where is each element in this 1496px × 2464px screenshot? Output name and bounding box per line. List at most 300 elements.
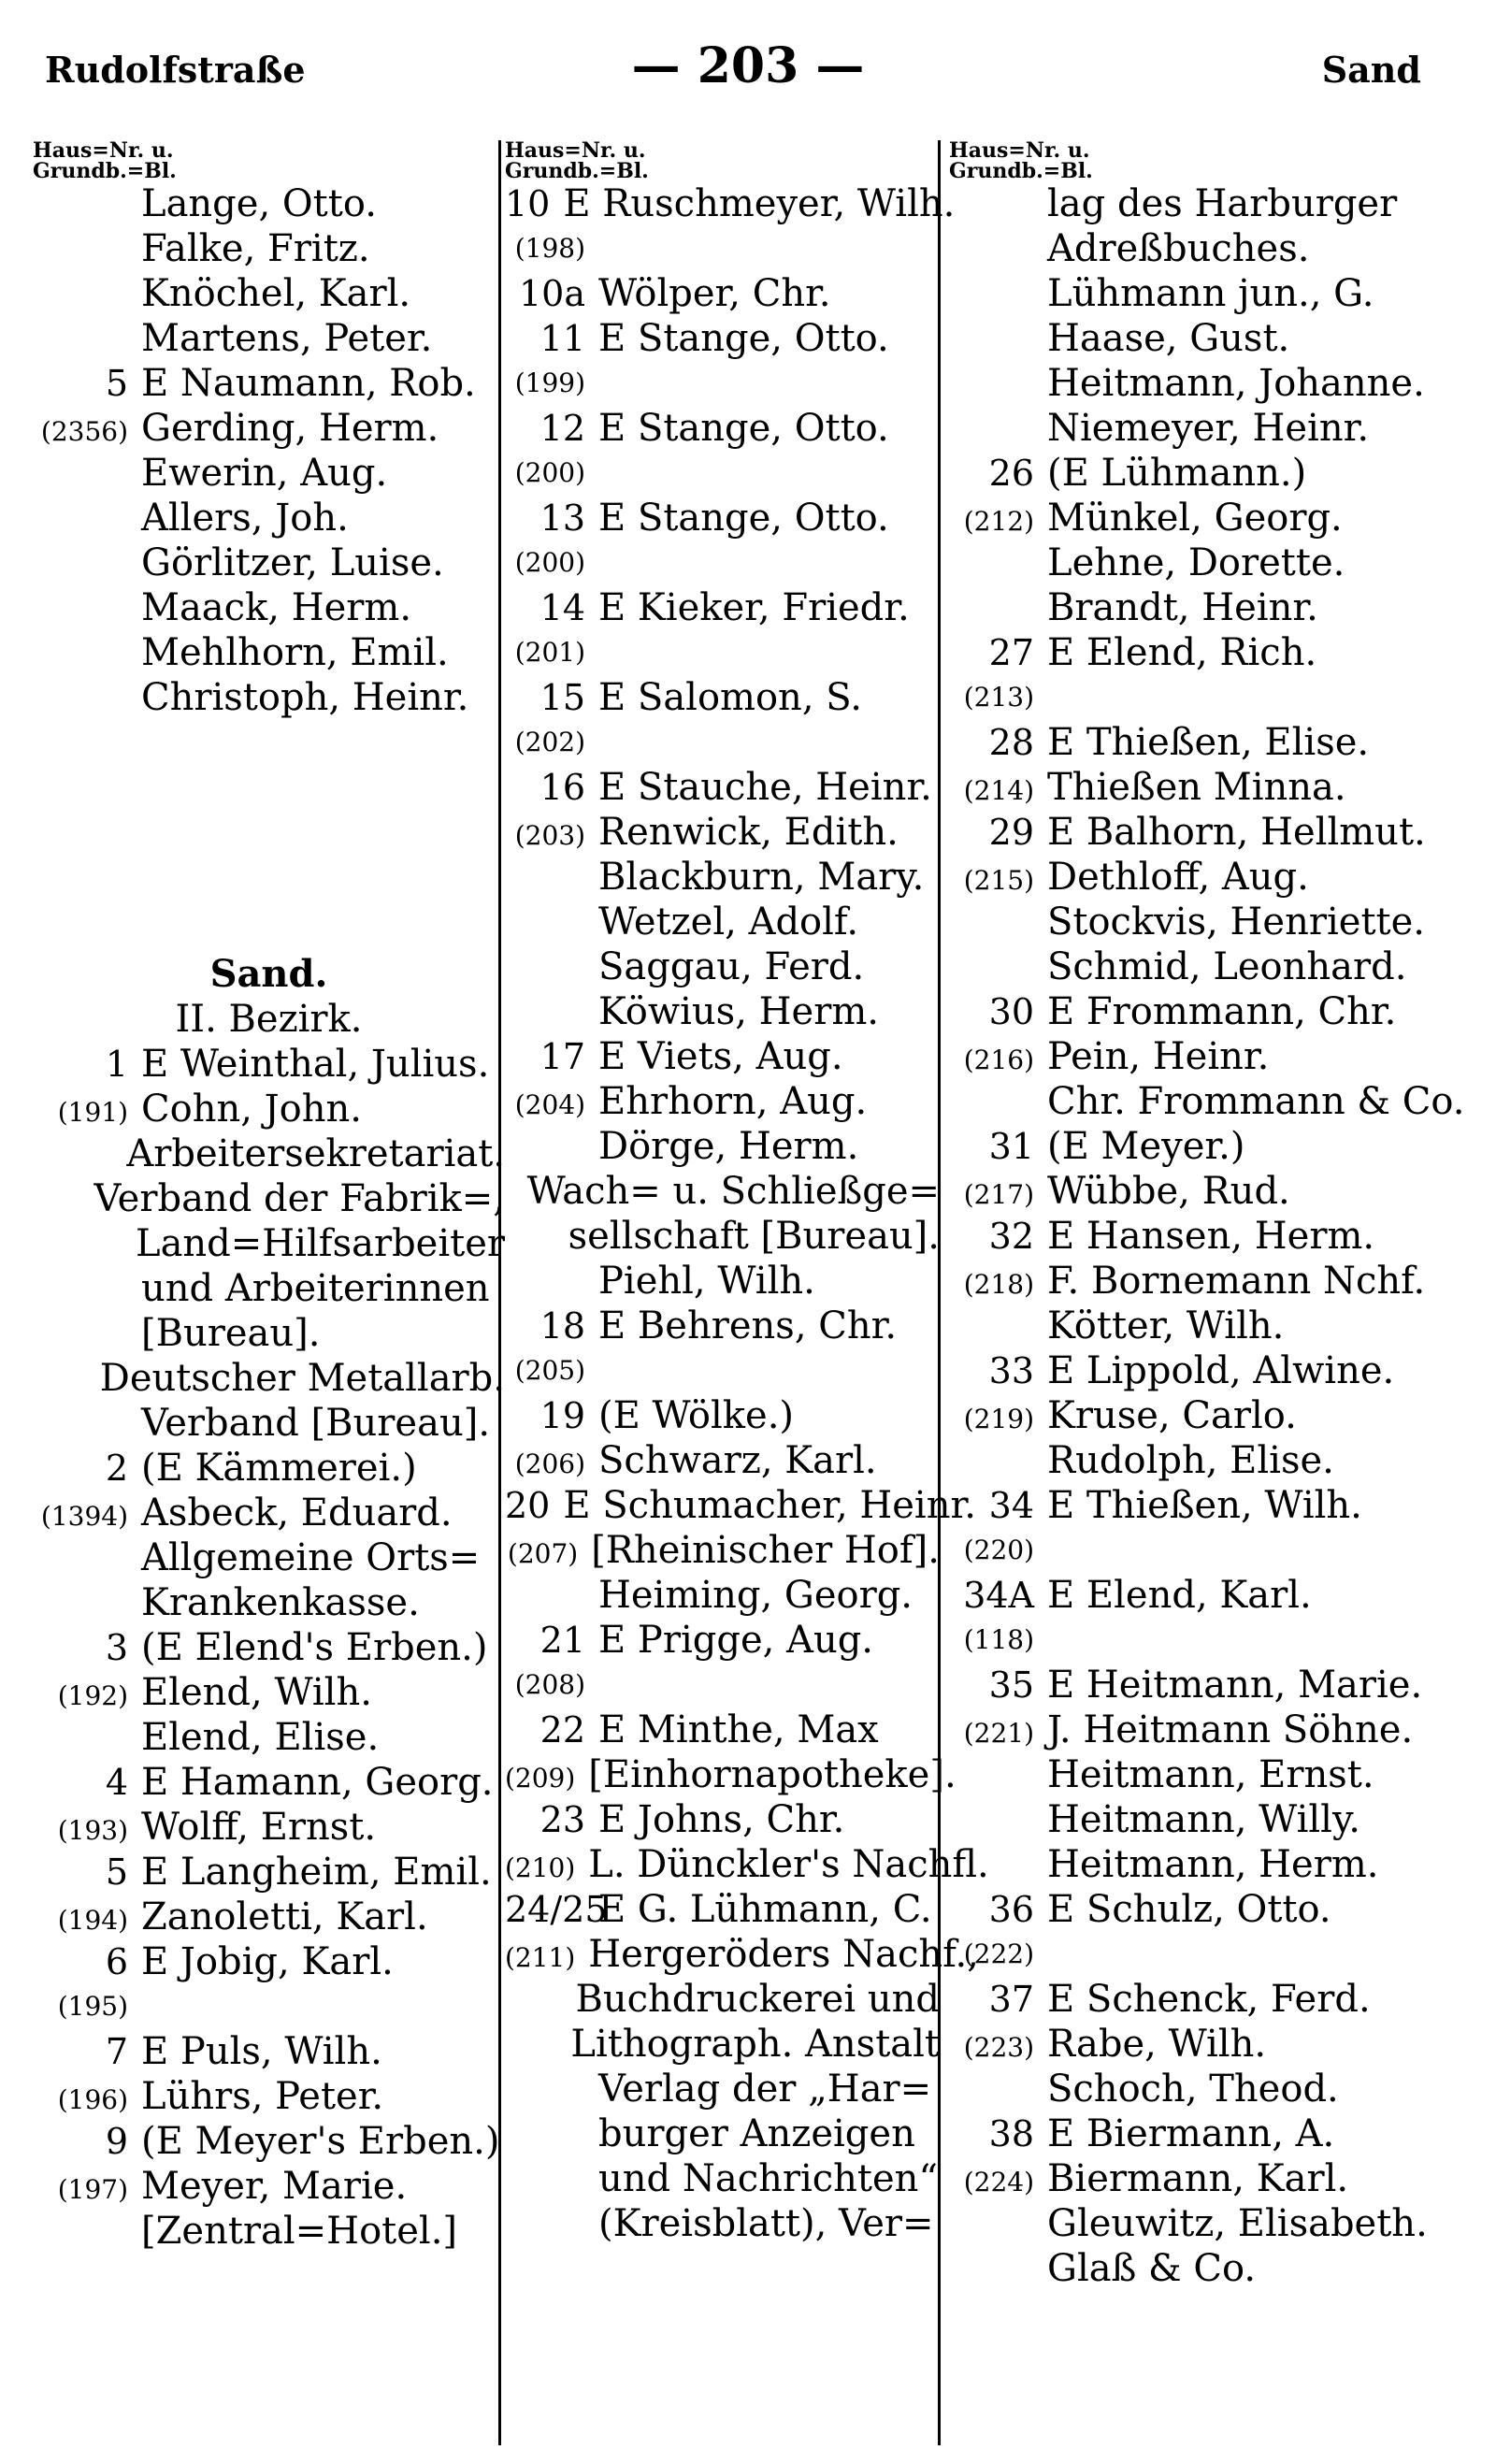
directory-entry bbox=[33, 1131, 505, 1176]
entry-text: Stockvis, Henriette. bbox=[1047, 901, 1425, 944]
column-heading-line2: Grundb.=Bl. bbox=[505, 159, 649, 183]
entry-text: Görlitzer, Luise. bbox=[141, 541, 444, 584]
entry-text: E Schenck, Ferd. bbox=[1047, 1978, 1371, 2021]
directory-entry bbox=[33, 2074, 505, 2119]
directory-entry bbox=[505, 1708, 940, 1752]
house-number: (221) bbox=[963, 1718, 1034, 1749]
house-number: (201) bbox=[514, 637, 585, 668]
directory-entry bbox=[505, 630, 940, 675]
house-number: 31 bbox=[988, 1126, 1034, 1167]
directory-entry bbox=[505, 2067, 940, 2111]
directory-entry bbox=[33, 1939, 505, 1984]
directory-entry bbox=[505, 765, 940, 810]
entry-text: Blackburn, Mary. bbox=[598, 856, 925, 899]
directory-entry bbox=[505, 1393, 940, 1438]
entry-text: Verband [Bureau]. bbox=[141, 1402, 491, 1445]
directory-entry bbox=[949, 1932, 1482, 1977]
directory-entry bbox=[505, 900, 940, 944]
entry-text: Krankenkasse. bbox=[141, 1581, 420, 1624]
entry-text: Piehl, Wilh. bbox=[598, 1260, 815, 1303]
directory-entry bbox=[33, 1446, 505, 1491]
directory-entry bbox=[33, 1850, 505, 1895]
directory-entry bbox=[33, 1760, 505, 1805]
house-number: 32 bbox=[988, 1216, 1034, 1257]
directory-entry bbox=[505, 1483, 976, 1528]
entry-text: Mehlhorn, Emil. bbox=[141, 631, 449, 674]
entry-text: E Minthe, Max bbox=[598, 1708, 879, 1751]
house-number: 10 bbox=[505, 183, 551, 224]
directory-entry bbox=[33, 1580, 505, 1625]
house-number: (223) bbox=[963, 2032, 1034, 2063]
house-number: 7 bbox=[105, 2031, 128, 2072]
directory-entry bbox=[949, 1528, 1482, 1573]
directory-entry bbox=[505, 1797, 940, 1842]
directory-entry bbox=[949, 2246, 1482, 2291]
directory-entry bbox=[949, 1977, 1482, 2022]
directory-entry bbox=[949, 1348, 1482, 1393]
directory-entry bbox=[505, 989, 940, 1034]
entry-text: E Ruschmeyer, Wilh. bbox=[563, 182, 956, 225]
directory-entry bbox=[505, 1438, 940, 1483]
house-number: 29 bbox=[988, 812, 1034, 853]
directory-entry bbox=[33, 1805, 505, 1850]
directory-entry bbox=[949, 1438, 1482, 1483]
directory-entry bbox=[505, 1079, 940, 1124]
directory-entry bbox=[33, 1670, 505, 1715]
entry-text: E Thießen, Elise. bbox=[1047, 721, 1370, 764]
entry-text: Wölper, Chr. bbox=[598, 272, 831, 315]
entry-text: Gerding, Herm. bbox=[141, 407, 439, 450]
entry-text: Buchdruckerei und bbox=[575, 1978, 940, 2021]
directory-entry bbox=[949, 1124, 1482, 1169]
entry-text: Heitmann, Johanne. bbox=[1047, 362, 1425, 405]
house-number: (210) bbox=[505, 1852, 576, 1883]
house-number: 30 bbox=[988, 991, 1034, 1032]
house-number: (200) bbox=[514, 547, 585, 578]
entry-text: Saggau, Ferd. bbox=[598, 945, 865, 988]
entry-text: Dethloff, Aug. bbox=[1047, 856, 1309, 899]
entry-text: Heitmann, Herm. bbox=[1047, 1843, 1379, 1886]
entry-text: Zanoletti, Karl. bbox=[141, 1895, 428, 1938]
directory-entry bbox=[949, 361, 1482, 406]
entry-text: L. Dünckler's Nachfl. bbox=[588, 1843, 989, 1886]
entry-text: Christoph, Heinr. bbox=[141, 676, 469, 719]
directory-entry bbox=[505, 1304, 940, 1348]
directory-entry bbox=[949, 810, 1482, 855]
house-number: (192) bbox=[57, 1680, 128, 1711]
entry-text: Hergeröders Nachf., bbox=[588, 1933, 979, 1976]
house-number: (224) bbox=[963, 2167, 1034, 2197]
directory-entry bbox=[949, 1393, 1482, 1438]
entries-rudolfstrasse bbox=[33, 181, 505, 720]
directory-entry bbox=[949, 181, 1482, 226]
directory-entry bbox=[505, 540, 940, 585]
entry-text: Elend, Elise. bbox=[141, 1716, 380, 1759]
directory-entry bbox=[949, 630, 1482, 675]
directory-entry bbox=[949, 1797, 1482, 1842]
directory-entry bbox=[505, 2201, 940, 2246]
entry-text: Heitmann, Ernst. bbox=[1047, 1753, 1374, 1796]
directory-entry bbox=[949, 720, 1482, 765]
entry-text: Lehne, Dorette. bbox=[1047, 541, 1345, 584]
house-number: (208) bbox=[514, 1669, 585, 1700]
house-number: 3 bbox=[105, 1627, 128, 1668]
house-number: (193) bbox=[57, 1815, 128, 1846]
directory-entry bbox=[949, 1663, 1482, 1708]
entry-text: Land=Hilfsarbeiter bbox=[136, 1222, 505, 1265]
directory-entry bbox=[505, 720, 940, 765]
house-number: (196) bbox=[57, 2084, 128, 2115]
entry-text: E Behrens, Chr. bbox=[598, 1304, 898, 1347]
column-heading-line1: Haus=Nr. u. bbox=[33, 138, 174, 163]
entry-text: E Stange, Otto. bbox=[598, 407, 889, 450]
entry-text: Heiming, Georg. bbox=[598, 1574, 913, 1617]
house-number: 36 bbox=[988, 1889, 1034, 1930]
directory-entry bbox=[505, 226, 940, 271]
house-number: (215) bbox=[963, 865, 1034, 896]
entry-text: Wach= u. Schließge= bbox=[526, 1170, 940, 1213]
entry-text: Wolff, Ernst. bbox=[141, 1806, 377, 1849]
directory-entry bbox=[949, 451, 1482, 496]
entry-text: E Biermann, A. bbox=[1047, 2112, 1335, 2155]
entries-col2 bbox=[505, 181, 989, 2246]
directory-entry bbox=[33, 1176, 505, 1221]
entry-text: Heitmann, Willy. bbox=[1047, 1798, 1360, 1841]
entry-text: [Einhornapotheke]. bbox=[588, 1753, 957, 1796]
directory-entry bbox=[33, 361, 505, 406]
entry-text: Pein, Heinr. bbox=[1047, 1035, 1270, 1078]
entry-text: Meyer, Marie. bbox=[141, 2165, 408, 2208]
house-number: 12 bbox=[539, 408, 585, 449]
entry-text: Wetzel, Adolf. bbox=[598, 901, 859, 944]
directory-entry bbox=[505, 271, 940, 316]
entry-text: E Hamann, Georg. bbox=[141, 1761, 494, 1804]
entry-text: [Zentral=Hotel.] bbox=[141, 2210, 458, 2253]
entry-text: E Weinthal, Julius. bbox=[141, 1043, 490, 1086]
directory-entry bbox=[949, 496, 1482, 540]
house-number: 9 bbox=[105, 2121, 128, 2162]
house-number: (203) bbox=[514, 820, 585, 851]
directory-entry bbox=[505, 1932, 979, 1977]
directory-entry bbox=[505, 1663, 940, 1708]
entry-text: E G. Lühmann, C. bbox=[598, 1888, 932, 1931]
entry-text: Gleuwitz, Elisabeth. bbox=[1047, 2202, 1428, 2245]
house-number: 17 bbox=[539, 1036, 585, 1077]
directory-entry bbox=[949, 1752, 1482, 1797]
house-number: 11 bbox=[539, 318, 585, 359]
directory-entry bbox=[505, 1124, 940, 1169]
entry-text: Martens, Peter. bbox=[141, 317, 433, 360]
column-heading bbox=[505, 140, 940, 181]
directory-entry bbox=[505, 810, 940, 855]
entry-text: Schwarz, Karl. bbox=[598, 1439, 877, 1482]
entry-text: Asbeck, Eduard. bbox=[141, 1491, 453, 1535]
house-number: (206) bbox=[514, 1448, 585, 1479]
directory-entry bbox=[33, 406, 505, 451]
column-3 bbox=[949, 140, 1482, 2291]
house-number: 37 bbox=[988, 1979, 1034, 2020]
house-number: (207) bbox=[507, 1538, 579, 1569]
entry-text: und Arbeiterinnen bbox=[141, 1267, 490, 1310]
entry-text: E Salomon, S. bbox=[598, 676, 862, 719]
column-heading-line1: Haus=Nr. u. bbox=[949, 138, 1090, 163]
house-number: (191) bbox=[57, 1097, 128, 1128]
directory-entry bbox=[33, 226, 505, 271]
column-heading-line2: Grundb.=Bl. bbox=[949, 159, 1093, 183]
directory-entry bbox=[505, 1752, 957, 1797]
entry-text: Maack, Herm. bbox=[141, 586, 412, 629]
entry-text: [Bureau]. bbox=[141, 1312, 321, 1355]
directory-entry bbox=[33, 1087, 505, 1131]
entry-text: Schoch, Theod. bbox=[1047, 2068, 1339, 2111]
entry-text: (E Kämmerei.) bbox=[141, 1447, 417, 1490]
directory-entry bbox=[33, 496, 505, 540]
directory-entry bbox=[33, 181, 505, 226]
directory-entry bbox=[33, 1535, 505, 1580]
house-number: 20 bbox=[505, 1485, 551, 1526]
house-number: 16 bbox=[539, 767, 585, 808]
house-number: (217) bbox=[963, 1179, 1034, 1210]
directory-entry bbox=[33, 1401, 505, 1446]
house-number: 27 bbox=[988, 632, 1034, 673]
directory-entry bbox=[505, 944, 940, 989]
house-number: (199) bbox=[514, 367, 585, 398]
directory-entry bbox=[949, 989, 1482, 1034]
entry-text: E Johns, Chr. bbox=[598, 1798, 845, 1841]
directory-entry bbox=[949, 316, 1482, 361]
directory-entry bbox=[33, 585, 505, 630]
directory-entry bbox=[505, 1887, 940, 1932]
entry-text: Adreßbuches. bbox=[1047, 227, 1310, 270]
entry-text: E Heitmann, Marie. bbox=[1047, 1664, 1423, 1707]
entry-text: (E Wölke.) bbox=[598, 1394, 795, 1437]
entry-text: Thießen Minna. bbox=[1047, 766, 1346, 809]
directory-entry bbox=[949, 2111, 1482, 2156]
running-header-left: Rudolfstraße bbox=[45, 49, 306, 91]
directory-entry bbox=[949, 406, 1482, 451]
entry-text: E Kieker, Friedr. bbox=[598, 586, 910, 629]
section-title-row bbox=[33, 952, 505, 997]
directory-entry bbox=[949, 226, 1482, 271]
entry-text: E Thießen, Wilh. bbox=[1047, 1484, 1362, 1527]
entry-text: E Schumacher, Heinr. bbox=[563, 1484, 976, 1527]
directory-entry bbox=[505, 585, 940, 630]
entry-text: [Rheinischer Hof]. bbox=[591, 1529, 940, 1572]
directory-entry bbox=[33, 2164, 505, 2209]
entry-text: Niemeyer, Heinr. bbox=[1047, 407, 1370, 450]
house-number: 18 bbox=[539, 1305, 585, 1347]
directory-entry bbox=[949, 765, 1482, 810]
house-number: (220) bbox=[963, 1535, 1034, 1565]
directory-entry bbox=[949, 675, 1482, 720]
house-number: 10a bbox=[518, 273, 585, 314]
house-number: (2356) bbox=[40, 416, 128, 447]
entry-text: burger Anzeigen bbox=[598, 2112, 915, 2155]
running-header-right: Sand bbox=[1321, 49, 1421, 91]
entry-text: E Jobig, Karl. bbox=[141, 1940, 394, 1983]
house-number: 23 bbox=[539, 1799, 585, 1840]
entry-text: Brandt, Heinr. bbox=[1047, 586, 1318, 629]
directory-entry bbox=[949, 855, 1482, 900]
house-number: 28 bbox=[988, 722, 1034, 763]
directory-entry bbox=[33, 2209, 505, 2254]
directory-entry bbox=[505, 1618, 940, 1663]
directory-entry bbox=[949, 1887, 1482, 1932]
entry-text: Rudolph, Elise. bbox=[1047, 1439, 1334, 1482]
entry-text: E Puls, Wilh. bbox=[141, 2030, 382, 2073]
house-number: (205) bbox=[514, 1355, 585, 1386]
directory-entry bbox=[949, 1214, 1482, 1259]
house-number: 5 bbox=[105, 1852, 128, 1893]
house-number: (200) bbox=[514, 457, 585, 488]
page-number: — 203 — bbox=[631, 37, 865, 94]
entry-text: Arbeitersekretariat. bbox=[126, 1132, 505, 1175]
house-number: 2 bbox=[105, 1448, 128, 1489]
entry-text: J. Heitmann Söhne. bbox=[1047, 1708, 1414, 1751]
directory-entry bbox=[33, 1311, 505, 1356]
directory-entry bbox=[505, 1034, 940, 1079]
directory-entry bbox=[949, 900, 1482, 944]
entry-text: Lithograph. Anstalt bbox=[570, 2023, 940, 2066]
directory-entry bbox=[505, 451, 940, 496]
entry-text: E Langheim, Emil. bbox=[141, 1851, 492, 1894]
entry-text: E Naumann, Rob. bbox=[141, 362, 476, 405]
directory-entry bbox=[505, 1169, 940, 1214]
house-number: 35 bbox=[988, 1664, 1034, 1706]
entry-text: Lange, Otto. bbox=[141, 182, 377, 225]
house-number: (211) bbox=[505, 1942, 576, 1973]
house-number: (195) bbox=[57, 1991, 128, 2022]
column-heading-line2: Grundb.=Bl. bbox=[33, 159, 177, 183]
directory-entry bbox=[33, 1715, 505, 1760]
column-heading-line1: Haus=Nr. u. bbox=[505, 138, 646, 163]
house-number: (118) bbox=[963, 1624, 1034, 1655]
entry-text: E Balhorn, Hellmut. bbox=[1047, 811, 1426, 854]
directory-entry bbox=[33, 1356, 505, 1401]
directory-entry bbox=[949, 1304, 1482, 1348]
entry-text: Dörge, Herm. bbox=[598, 1125, 859, 1168]
directory-entry bbox=[949, 944, 1482, 989]
entry-text: E Viets, Aug. bbox=[598, 1035, 843, 1078]
directory-entry bbox=[505, 1348, 940, 1393]
directory-entry bbox=[33, 1266, 505, 1311]
column-heading bbox=[949, 140, 1482, 181]
house-number: (202) bbox=[514, 727, 585, 757]
entry-text: E Stange, Otto. bbox=[598, 317, 889, 360]
directory-entry bbox=[505, 1842, 989, 1887]
column-2 bbox=[505, 138, 989, 2246]
house-number: 38 bbox=[988, 2113, 1034, 2154]
house-number: (219) bbox=[963, 1404, 1034, 1434]
entry-text: Allers, Joh. bbox=[141, 497, 349, 540]
house-number: (218) bbox=[963, 1269, 1034, 1300]
directory-entry bbox=[33, 1042, 505, 1087]
house-number: 4 bbox=[105, 1762, 128, 1803]
entry-text: Ehrhorn, Aug. bbox=[598, 1080, 868, 1123]
directory-entry bbox=[949, 271, 1482, 316]
entry-text: Knöchel, Karl. bbox=[141, 272, 411, 315]
entry-text: Glaß & Co. bbox=[1047, 2247, 1257, 2290]
directory-entry bbox=[505, 181, 956, 226]
entry-text: E Lippold, Alwine. bbox=[1047, 1349, 1395, 1392]
directory-entry bbox=[949, 2067, 1482, 2111]
directory-entry bbox=[949, 1708, 1482, 1752]
entry-text: Renwick, Edith. bbox=[598, 811, 899, 854]
directory-entry bbox=[949, 1034, 1482, 1079]
house-number: 33 bbox=[988, 1350, 1034, 1391]
directory-entry bbox=[33, 316, 505, 361]
entry-text: Münkel, Georg. bbox=[1047, 497, 1343, 540]
house-number: 13 bbox=[539, 497, 585, 539]
directory-entry bbox=[33, 451, 505, 496]
entry-text: sellschaft [Bureau]. bbox=[568, 1215, 940, 1258]
entry-text: Falke, Fritz. bbox=[141, 227, 370, 270]
entry-text: Verlag der „Har= bbox=[598, 2068, 932, 2111]
directory-entry bbox=[949, 1483, 1482, 1528]
directory-entry bbox=[505, 1214, 940, 1259]
directory-entry bbox=[949, 2201, 1482, 2246]
directory-entry bbox=[949, 2022, 1482, 2067]
directory-entry bbox=[949, 540, 1482, 585]
spacer bbox=[33, 720, 505, 952]
directory-entry bbox=[33, 1491, 505, 1535]
house-number: 26 bbox=[988, 453, 1034, 494]
entry-text: Wübbe, Rud. bbox=[1047, 1170, 1290, 1213]
house-number: (197) bbox=[57, 2174, 128, 2205]
house-number: (1394) bbox=[40, 1501, 128, 1532]
entry-text: Elend, Wilh. bbox=[141, 1671, 372, 1714]
directory-entry bbox=[33, 1984, 505, 2029]
directory-entry bbox=[505, 855, 940, 900]
house-number: 1 bbox=[105, 1044, 128, 1085]
entry-text: Köwius, Herm. bbox=[598, 990, 879, 1033]
entry-text: Verband der Fabrik=, bbox=[94, 1177, 505, 1220]
directory-entry bbox=[505, 1977, 940, 2022]
directory-entry bbox=[33, 2119, 505, 2164]
district-label: II. Bezirk. bbox=[175, 998, 363, 1041]
house-number: (214) bbox=[963, 775, 1034, 806]
entry-text: Kruse, Carlo. bbox=[1047, 1394, 1297, 1437]
directory-entry bbox=[505, 2111, 940, 2156]
house-number: 19 bbox=[539, 1395, 585, 1436]
house-number: 21 bbox=[539, 1620, 585, 1661]
house-number: (212) bbox=[963, 506, 1034, 537]
directory-entry bbox=[505, 675, 940, 720]
entries-sand bbox=[33, 1042, 505, 2254]
entry-text: (Kreisblatt), Ver= bbox=[598, 2202, 934, 2245]
directory-entry bbox=[33, 1625, 505, 1670]
entry-text: Biermann, Karl. bbox=[1047, 2157, 1349, 2200]
entry-text: Deutscher Metallarb. bbox=[99, 1357, 505, 1400]
entry-text: F. Bornemann Nchf. bbox=[1047, 1260, 1426, 1303]
house-number: 24/25 bbox=[505, 1889, 608, 1930]
entry-text: Chr. Frommann & Co. bbox=[1047, 1080, 1465, 1123]
house-number: 34A bbox=[963, 1575, 1034, 1616]
directory-entry bbox=[33, 630, 505, 675]
directory-entry bbox=[505, 496, 940, 540]
directory-entry bbox=[505, 2156, 940, 2201]
entry-text: Allgemeine Orts= bbox=[141, 1536, 481, 1579]
entry-text: Haase, Gust. bbox=[1047, 317, 1290, 360]
directory-entry bbox=[949, 2156, 1482, 2201]
house-number: (204) bbox=[514, 1089, 585, 1120]
directory-entry bbox=[505, 1573, 940, 1618]
entry-text: E Hansen, Herm. bbox=[1047, 1215, 1375, 1258]
directory-entry bbox=[949, 585, 1482, 630]
directory-entry bbox=[33, 2029, 505, 2074]
directory-entry bbox=[505, 406, 940, 451]
directory-entry bbox=[949, 1842, 1482, 1887]
